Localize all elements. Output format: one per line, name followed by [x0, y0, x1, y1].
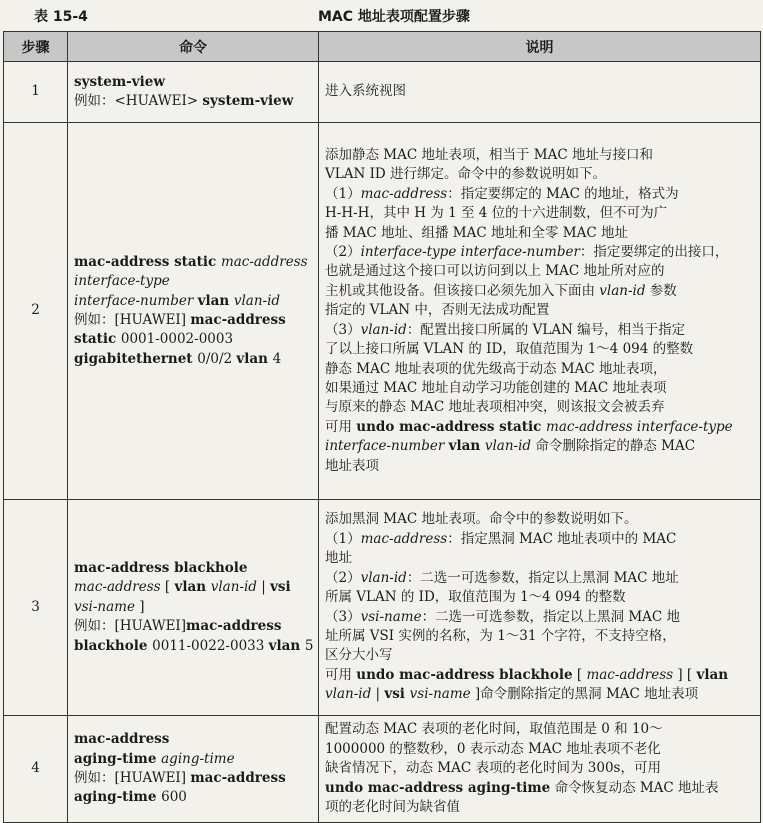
plain-text: （3）: [325, 608, 361, 625]
description-line: [325, 759, 754, 778]
plain-text: 添加静态 MAC 地址表项，相当于 MAC 地址与接口和: [325, 147, 653, 164]
keyword-text: static: [74, 331, 121, 348]
command-cell: [68, 500, 319, 716]
plain-text: 了以上接口所属 VLAN 的 ID，取值范围为 1～4 094 的整数: [325, 341, 694, 358]
parameter-text: vlan-id: [360, 321, 407, 338]
description-line: [325, 530, 754, 549]
plain-text: 例如：[HUAWEI]: [74, 312, 191, 328]
parameter-text: interface-type: [74, 273, 170, 290]
description-line: [325, 379, 754, 398]
plain-text: 配置动态 MAC 表项的老化时间，取值范围是 0 和 10～: [325, 721, 663, 738]
description-line: [325, 185, 754, 204]
keyword-text: system-view: [202, 93, 294, 109]
table-header-row: [4, 32, 761, 62]
description-line: [325, 321, 754, 340]
keyword-text: vsi: [270, 579, 291, 596]
parameter-text: interface-number: [74, 292, 198, 309]
description-line: [325, 646, 754, 665]
command-line: [74, 788, 312, 807]
plain-text: 4: [272, 350, 282, 367]
header-step: 步骤: [4, 32, 68, 62]
description-line: [325, 146, 754, 165]
plain-text: 例如：[HUAWEI]: [74, 618, 187, 635]
keyword-text: undo mac-address static: [356, 418, 547, 435]
plain-text: |: [256, 579, 271, 596]
keyword-text: vlan: [696, 666, 729, 683]
keyword-text: undo mac-address aging-time: [325, 779, 551, 796]
plain-text: ：二选一可选参数，指定以上黑洞 MAC 地址: [406, 569, 679, 586]
plain-text: VLAN ID 进行绑定。命令中的参数说明如下。: [325, 166, 607, 183]
keyword-text: mac-address: [190, 770, 286, 786]
parameter-text: mac-address: [74, 579, 161, 596]
plain-text: [: [572, 666, 587, 683]
parameter-text: mac-address: [586, 666, 674, 683]
table-title: MAC 地址表项配置步骤: [318, 9, 470, 25]
command-line: [74, 330, 312, 349]
description-line: [325, 740, 754, 759]
parameter-text: interface-type interface-number: [360, 244, 580, 261]
plain-text: 地址表项: [325, 457, 379, 474]
parameter-text: vsi-name: [360, 608, 422, 625]
command-line: [74, 769, 312, 788]
plain-text: 进入系统视图: [325, 83, 406, 100]
table-row: [4, 716, 761, 823]
description-line: [325, 549, 754, 568]
plain-text: 可用: [325, 666, 357, 683]
plain-text: 参数: [645, 282, 677, 299]
config-steps-table: [3, 31, 761, 823]
keyword-text: gigabitethernet: [74, 350, 198, 367]
plain-text: 命令删除指定的静态 MAC: [531, 438, 696, 455]
parameter-text: interface-number: [325, 438, 449, 455]
plain-text: （1）: [325, 185, 361, 202]
keyword-text: vlan: [174, 579, 211, 596]
description-line: [325, 360, 754, 379]
parameter-text: vlan-id: [210, 579, 257, 596]
parameter-text: mac-address interface-type: [546, 418, 733, 435]
plain-text: H-H-H，其中 H 为 1 至 4 位的十六进制数，但不可为广: [325, 205, 668, 222]
command-line: [74, 73, 312, 92]
description-line: [325, 720, 754, 739]
description-line: [325, 224, 754, 243]
plain-text: 0011-0022-0033: [152, 637, 269, 654]
description-line: [325, 262, 754, 281]
command-line: [74, 559, 312, 578]
keyword-text: undo mac-address blackhole: [356, 666, 573, 683]
description-cell: [319, 500, 761, 716]
command-line: [74, 637, 312, 656]
plain-text: （1）: [325, 530, 361, 547]
parameter-text: vlan-id: [599, 282, 646, 299]
description-line: [325, 243, 754, 262]
description-line: [325, 204, 754, 223]
command-line: [74, 92, 312, 111]
command-line: [74, 292, 312, 311]
plain-text: 1000000 的整数秒，0 表示动态 MAC 地址表项不老化: [325, 740, 661, 757]
keyword-text: vsi: [384, 686, 410, 703]
keyword-text: mac-address: [74, 731, 170, 748]
step-number: 4: [4, 716, 68, 823]
description-cell: [319, 716, 761, 823]
keyword-text: mac-address: [190, 312, 286, 328]
plain-text: 也就是通过这个接口可以访问到以上 MAC 地址所对应的: [325, 263, 665, 280]
description-line: [325, 798, 754, 817]
keyword-text: aging-time: [74, 750, 162, 767]
header-command: 命令: [68, 32, 319, 62]
parameter-text: vsi-name: [74, 598, 135, 615]
description-line: [325, 398, 754, 417]
table-row: [4, 500, 761, 716]
command-line: [74, 311, 312, 330]
description-line: [325, 569, 754, 588]
description-line: [325, 165, 754, 184]
keyword-text: vlan: [268, 637, 305, 654]
command-line: [74, 750, 312, 769]
description-line: [325, 608, 754, 627]
plain-text: 例如：<HUAWEI>: [74, 93, 203, 109]
plain-text: ]命令删除指定的黑洞 MAC 地址表项: [470, 686, 699, 703]
parameter-text: mac-address: [220, 253, 308, 270]
description-line: [325, 282, 754, 301]
command-line: [74, 578, 312, 597]
table-row: [4, 62, 761, 123]
description-line: [325, 666, 754, 685]
plain-text: 如果通过 MAC 地址自动学习功能创建的 MAC 地址表项: [325, 379, 667, 396]
command-cell: [68, 62, 319, 123]
plain-text: 地址: [325, 550, 352, 567]
plain-text: 址所属 VSI 实例的名称，为 1～31 个字符，不支持空格，: [325, 627, 676, 644]
keyword-text: aging-time: [74, 789, 162, 806]
keyword-text: vlan: [236, 350, 273, 367]
plain-text: ] [: [673, 666, 697, 683]
plain-text: [: [160, 579, 175, 596]
command-line: [74, 617, 312, 636]
command-cell: [68, 716, 319, 823]
description-line: [325, 82, 754, 101]
plain-text: |: [371, 686, 385, 703]
plain-text: 缺省情况下，动态 MAC 表项的老化时间为 300s，可用: [325, 760, 661, 777]
plain-text: 静态 MAC 地址表项的优先级高于动态 MAC 地址表项，: [325, 360, 667, 377]
parameter-text: vlan-id: [325, 686, 372, 703]
parameter-text: vlan-id: [233, 292, 281, 309]
keyword-text: mac-address blackhole: [74, 559, 248, 576]
plain-text: （2）: [325, 244, 361, 261]
plain-text: ：配置出接口所属的 VLAN 编号，相当于指定: [406, 321, 686, 338]
command-line: [74, 598, 312, 617]
plain-text: 0/0/2: [197, 350, 237, 367]
parameter-text: mac-address: [360, 530, 448, 547]
command-cell: [68, 123, 319, 500]
description-cell: [319, 62, 761, 123]
parameter-text: vsi-name: [409, 686, 471, 703]
plain-text: 命令恢复动态 MAC 地址表: [550, 779, 719, 796]
description-line: [325, 457, 754, 476]
step-number: 1: [4, 62, 68, 123]
plain-text: 项的老化时间为缺省值: [325, 799, 460, 816]
description-line: [325, 627, 754, 646]
command-line: [74, 730, 312, 749]
description-line: [325, 437, 754, 456]
header-description: 说明: [319, 32, 761, 62]
plain-text: ：指定要绑定的 MAC 的地址，格式为: [447, 185, 679, 202]
plain-text: 区分大小写: [325, 647, 393, 664]
keyword-text: mac-address: [186, 618, 282, 635]
plain-text: （3）: [325, 321, 361, 338]
step-number: 3: [4, 500, 68, 716]
parameter-text: aging-time: [161, 750, 235, 767]
description-line: [325, 510, 754, 529]
keyword-text: vlan: [197, 292, 234, 309]
parameter-text: mac-address: [360, 185, 448, 202]
keyword-text: system-view: [74, 73, 165, 90]
plain-text: ：指定黑洞 MAC 地址表项中的 MAC: [447, 530, 677, 547]
plain-text: 0001-0002-0003: [120, 331, 234, 348]
plain-text: ：二选一可选参数，指定以上黑洞 MAC 地: [421, 608, 681, 625]
plain-text: 例如：[HUAWEI]: [74, 770, 191, 786]
description-line: [325, 301, 754, 320]
table-row: [4, 123, 761, 500]
keyword-text: vlan: [448, 438, 485, 455]
step-number: 2: [4, 123, 68, 500]
parameter-text: vlan-id: [484, 438, 532, 455]
plain-text: ]: [134, 598, 145, 615]
table-number: 表 15-4: [34, 9, 88, 25]
table-caption: [0, 0, 763, 30]
plain-text: 可用: [325, 418, 357, 435]
description-line: [325, 779, 754, 798]
keyword-text: blackhole: [74, 637, 153, 654]
plain-text: 所属 VLAN 的 ID，取值范围为 1～4 094 的整数: [325, 589, 626, 606]
plain-text: 与原来的静态 MAC 地址表项相冲突，则该报文会被丢弃: [325, 399, 665, 416]
plain-text: 主机或其他设备。但该接口必须先加入下面由: [325, 282, 600, 299]
plain-text: 播 MAC 地址、组播 MAC 地址和全零 MAC 地址: [325, 224, 628, 241]
command-line: [74, 272, 312, 291]
keyword-text: mac-address static: [74, 253, 221, 270]
plain-text: 5: [304, 637, 314, 654]
description-line: [325, 340, 754, 359]
command-line: [74, 350, 312, 369]
plain-text: 600: [161, 789, 187, 806]
description-line: [325, 685, 754, 704]
description-line: [325, 418, 754, 437]
command-line: [74, 253, 312, 272]
description-cell: [319, 123, 761, 500]
plain-text: （2）: [325, 569, 361, 586]
parameter-text: vlan-id: [360, 569, 407, 586]
plain-text: 添加黑洞 MAC 地址表项。命令中的参数说明如下。: [325, 511, 638, 528]
description-line: [325, 588, 754, 607]
plain-text: 指定的 VLAN 中，否则无法成功配置: [325, 302, 550, 319]
plain-text: ：指定要绑定的出接口，: [579, 244, 729, 261]
